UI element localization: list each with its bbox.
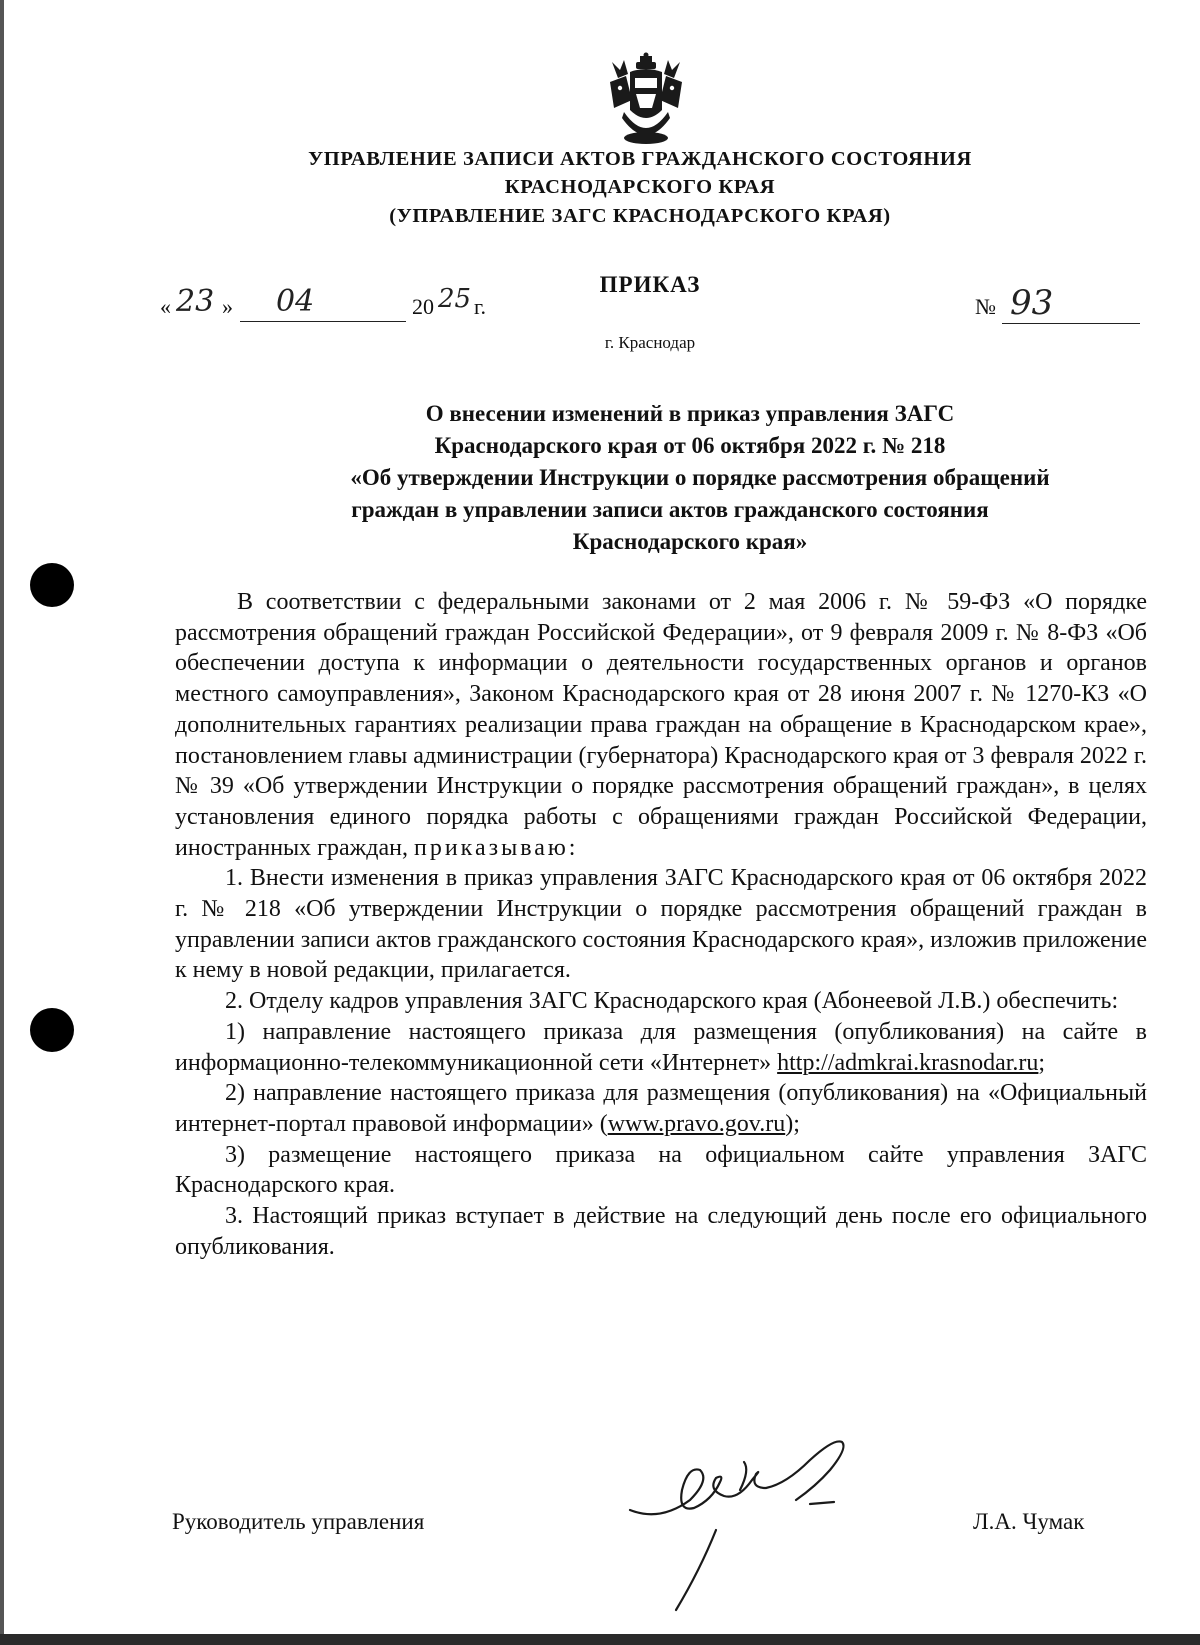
item-2: 2. Отделу кадров управления ЗАГС Краснодарского края (Абонеевой Л.В.) обеспечить: [225,988,1119,1015]
date-year-prefix: 20 [412,294,434,319]
org-name-line3: (УПРАВЛЕНИЕ ЗАГС КРАСНОДАРСКОГО КРАЯ) [389,205,891,227]
signatory-name: Л.А. Чумак [973,1509,1085,1534]
handwritten-signature [620,1430,900,1615]
item-1: 1. Внести изменения в приказ управления ЗАГС Краснодарского края от 06 октября 2022 г. № 218 «Об утверждении Инструкции о порядке рассмотрения обращений граждан в управлении записи актов гражданского состояния Краснодарского края», изложив приложение к нему в новой редакции, прилагается. [175,865,1147,984]
org-name-line1: УПРАВЛЕНИЕ ЗАПИСИ АКТОВ ГРАЖДАНСКОГО СОСТОЯНИЯ [308,148,972,170]
preamble-text: В соответствии с федеральными законами от 2 мая 2006 г. № 59-ФЗ «О порядке рассмотрения обращений граждан Российской Федерации», от 9 февраля 2009 г. № 8-ФЗ «Об обеспечении доступа к информации о деятельности государственных органов и органов местного самоуправления», Законом Краснодарского края от 28 июня 2007 г. № 1270-КЗ «О дополнительных гарантиях реализации права граждан на обращение в Краснодарском крае», постановлением главы администрации (губернатора) Краснодарского края от 3 февраля 2022 г. № 39 «Об утверждении Инструкции о порядке рассмотрения обращений граждан», в целях установления единого порядка работы с обращениями граждан Российской Федерации, иностранных граждан, [175,589,1147,861]
subject-line1: О внесении изменений в приказ управления ЗАГС [425,401,955,426]
date-year-suffix: 25 [438,284,472,314]
item-3: 3. Настоящий приказ вступает в действие на следующий день после его официального опубликования. [175,1203,1147,1260]
coat-of-arms-emblem [604,52,688,148]
item-2-3: 3) размещение настоящего приказа на официальном сайте управления ЗАГС Краснодарского края. [175,1141,1147,1199]
date-open-quote: « [160,294,171,319]
date-year-unit: г. [474,294,487,319]
date-month: 04 [276,284,315,319]
subject-line2: Краснодарского края от 06 октября 2022 г. № 218 [434,433,946,458]
date-day: 23 [176,284,215,319]
preamble-paragraph [175,587,1147,863]
item-2-1 [175,1017,1147,1078]
org-name-line2: КРАСНОДАРСКОГО КРАЯ [504,176,776,198]
subject-line3: «Об утверждении Инструкции о порядке рассмотрения обращений [350,465,1050,490]
signatory-role: Руководитель управления [172,1509,425,1534]
punch-hole-bottom [30,1008,74,1052]
document-title: ПРИКАЗ [599,272,701,297]
date-month-underline [240,321,406,322]
admkrai-link[interactable]: http://admkrai.krasnodar.ru [777,1049,1039,1076]
item-2-2 [175,1078,1147,1139]
order-number-value: 93 [1010,283,1054,323]
order-number-underline [1002,323,1140,324]
item-2-2-text: 2) направление настоящего приказа для размещения (опубликования) на «Официальный интернет-портал правовой информации» ( [175,1080,1147,1137]
subject-line5: Краснодарского края» [572,529,808,554]
order-number-label: № [975,294,996,319]
order-word: приказываю: [413,834,579,861]
subject-line4: граждан в управлении записи актов гражданского состояния [351,497,989,522]
item-2-1-end: ; [1038,1049,1046,1076]
date-close-quote: » [222,294,233,319]
pravo-link[interactable]: www.pravo.gov.ru [607,1110,786,1137]
punch-hole-top [30,563,74,607]
scan-edge-bottom [0,1634,1200,1645]
scan-edge-left [0,0,4,1645]
city-label: г. Краснодар [604,333,696,352]
item-2-1-text: 1) направление настоящего приказа для размещения (опубликования) на сайте в информационно-телекоммуникационной сети «Интернет» [175,1018,1147,1076]
document-body [175,587,1147,1262]
item-2-2-end: ); [785,1110,800,1137]
